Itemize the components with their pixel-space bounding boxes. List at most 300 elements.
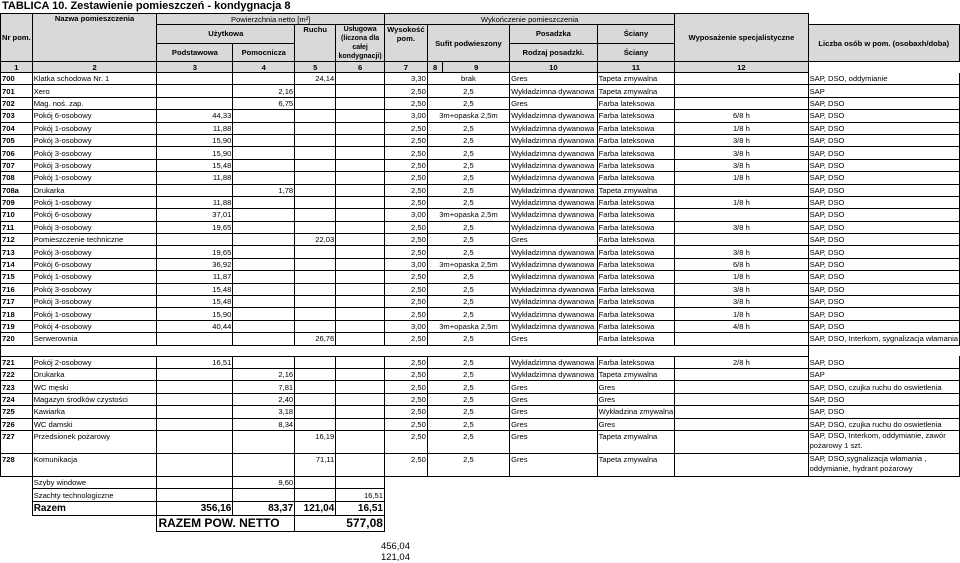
- occupancy: [675, 209, 808, 221]
- table-row: [1, 283, 960, 295]
- room-height: 3,00: [384, 110, 427, 122]
- ceiling: 3m+opaska 2,5m: [427, 258, 509, 270]
- area-basic: [157, 184, 233, 196]
- floor-finish: Wykładzimna dywanowa: [510, 184, 598, 196]
- room-number: 719: [1, 320, 33, 332]
- equipment: SAP, DSO: [808, 271, 959, 283]
- occupancy: [675, 430, 808, 453]
- room-number: 702: [1, 97, 33, 109]
- floor-finish: Wykładzimna dywanowa: [510, 110, 598, 122]
- room-height: 2,50: [384, 356, 427, 368]
- area-basic: 36,92: [157, 258, 233, 270]
- room-height: 2,50: [384, 430, 427, 453]
- room-name: Przedsionek pożarowy: [32, 430, 157, 453]
- room-number: 722: [1, 368, 33, 380]
- area-traffic: [295, 209, 336, 221]
- header-uslugowa: Usługowa (liczona dla całej kondygnacji): [336, 25, 385, 62]
- blank-cell: [1, 476, 33, 488]
- table-row: [1, 172, 960, 184]
- room-height: 2,50: [384, 333, 427, 345]
- area-traffic: [295, 159, 336, 171]
- area-auxiliary: 2,16: [233, 368, 295, 380]
- area-auxiliary: 8,34: [233, 418, 295, 430]
- occupancy: 6/8 h: [675, 110, 808, 122]
- sum-label: Razem: [32, 501, 157, 515]
- table-row: [1, 368, 960, 380]
- table-row: [1, 134, 960, 146]
- occupancy: 2/8 h: [675, 356, 808, 368]
- ceiling: 2,5: [427, 296, 509, 308]
- area-basic: 15,90: [157, 147, 233, 159]
- equipment: SAP, DSO, Interkom, sygnalizacja włamania: [809, 334, 958, 344]
- area-basic: 11,87: [157, 271, 233, 283]
- area-traffic: 24,14: [295, 73, 336, 85]
- wall-finish: Farba lateksowa: [597, 246, 675, 258]
- area-basic: [157, 381, 233, 393]
- floor-finish: Gres: [510, 234, 598, 246]
- table-row: [1, 97, 960, 109]
- area-traffic: [295, 381, 336, 393]
- header-nr: Nr pom.: [1, 14, 33, 62]
- header-liczba-osob: Liczba osób w pom. (osobaxh/doba): [808, 25, 959, 62]
- ceiling: 2,5: [427, 172, 509, 184]
- area-auxiliary: [233, 221, 295, 233]
- occupancy: 3/8 h: [675, 283, 808, 295]
- ceiling: 2,5: [427, 381, 509, 393]
- wall-finish: Farba lateksowa: [597, 209, 675, 221]
- equipment: SAP, DSO, czujka ruchu do oswietlenia: [808, 381, 959, 393]
- floor-finish: Wykładzimna dywanowa: [510, 271, 598, 283]
- room-name: Pokój 3-osobowy: [32, 221, 157, 233]
- room-name: Pokój 2-osobowy: [32, 356, 157, 368]
- room-height: 2,50: [384, 85, 427, 97]
- wall-finish: Tapeta zmywalna: [597, 430, 675, 453]
- area-service: [336, 159, 385, 171]
- area-traffic: [295, 85, 336, 97]
- table-row: [1, 234, 960, 246]
- blank-cell: [157, 489, 233, 501]
- equipment: SAP, DSO, Interkom, oddymianie, zawór pożarowy 1 szt.: [808, 430, 959, 453]
- area-auxiliary: [233, 296, 295, 308]
- equipment: SAP, DSO: [808, 134, 959, 146]
- blank-cell: [32, 515, 157, 531]
- table-row: [1, 73, 960, 85]
- floor-finish: Wykładzimna dywanowa: [510, 308, 598, 320]
- room-height: 3,00: [384, 320, 427, 332]
- area-auxiliary: [233, 134, 295, 146]
- ceiling: 2,5: [427, 368, 509, 380]
- ceiling: 2,5: [427, 356, 509, 368]
- room-number: 714: [1, 258, 33, 270]
- occupancy: [675, 393, 808, 405]
- area-traffic: [295, 418, 336, 430]
- room-name: Pokój 6-osobowy: [32, 110, 157, 122]
- room-name: Pokój 3-osobowy: [32, 283, 157, 295]
- room-height: 2,50: [384, 122, 427, 134]
- wall-finish: Farba lateksowa: [597, 134, 675, 146]
- header-wyposazenie: Wyposażenie specjalistyczne: [675, 14, 808, 62]
- room-number: 723: [1, 381, 33, 393]
- wall-finish: Farba lateksowa: [597, 283, 675, 295]
- room-name: Pokój 4-osobowy: [32, 320, 157, 332]
- blank-cell: [157, 476, 233, 488]
- room-name: Pokój 1-osobowy: [32, 308, 157, 320]
- room-name: Pokój 1-osobowy: [32, 196, 157, 208]
- ceiling: 2,5: [427, 184, 509, 196]
- net-total-row: [1, 515, 960, 531]
- page-title: TABLICA 10. Zestawienie pomieszczeń - kondygnacja 8: [2, 0, 291, 12]
- wall-finish: Farba lateksowa: [597, 97, 675, 109]
- occupancy: 3/8 h: [675, 296, 808, 308]
- blank-cell: [1, 489, 33, 501]
- room-name: WC damski: [32, 418, 157, 430]
- room-name: Pokój 1-osobowy: [32, 122, 157, 134]
- header-sciany: Ściany: [597, 25, 675, 44]
- room-name: Pokój 3-osobowy: [32, 296, 157, 308]
- area-basic: [157, 234, 233, 246]
- room-name: WC męski: [32, 381, 157, 393]
- area-auxiliary: [233, 308, 295, 320]
- equipment: SAP: [808, 85, 959, 97]
- floor-finish: Wykładzimna dywanowa: [510, 296, 598, 308]
- wall-finish: Farba lateksowa: [597, 122, 675, 134]
- area-auxiliary: [233, 159, 295, 171]
- room-number: 727: [1, 430, 33, 453]
- table-row: [1, 296, 960, 308]
- floor-finish: Wykładzimna dywanowa: [510, 172, 598, 184]
- wall-finish: Gres: [597, 381, 675, 393]
- area-service: [336, 134, 385, 146]
- room-number: 721: [1, 356, 33, 368]
- header-podstawowa: Podstawowa: [157, 43, 233, 62]
- wall-finish: Farba lateksowa: [597, 320, 675, 332]
- area-service: [336, 308, 385, 320]
- room-name: Drukarka: [32, 368, 157, 380]
- equipment: SAP, DSO: [808, 196, 959, 208]
- table-row: [1, 406, 960, 418]
- sum-traffic: 121,04: [295, 501, 336, 515]
- wall-finish: Farba lateksowa: [597, 296, 675, 308]
- floor-finish: Wykładzimna dywanowa: [510, 122, 598, 134]
- area-basic: 11,88: [157, 172, 233, 184]
- room-number: 704: [1, 122, 33, 134]
- area-traffic: [295, 356, 336, 368]
- ceiling: 2,5: [427, 134, 509, 146]
- ceiling: 2,5: [427, 271, 509, 283]
- net-total-label: RAZEM POW. NETTO: [157, 515, 295, 531]
- wall-finish: Farba lateksowa: [597, 172, 675, 184]
- area-basic: 37,01: [157, 209, 233, 221]
- area-auxiliary: [233, 283, 295, 295]
- room-name: Klatka schodowa Nr. 1: [32, 73, 157, 85]
- occupancy: 4/8 h: [675, 320, 808, 332]
- area-service: [336, 258, 385, 270]
- area-auxiliary: [233, 122, 295, 134]
- room-number: 716: [1, 283, 33, 295]
- area-traffic: [295, 271, 336, 283]
- equipment: SAP, DSO: [808, 147, 959, 159]
- room-height: 3,00: [384, 209, 427, 221]
- table-row: [1, 430, 960, 453]
- column-number: 12: [675, 62, 808, 73]
- area-basic: 44,33: [157, 110, 233, 122]
- ceiling: 2,5: [427, 122, 509, 134]
- room-number: 725: [1, 406, 33, 418]
- table-body: [1, 73, 960, 532]
- wall-finish: Farba lateksowa: [597, 356, 675, 368]
- area-basic: [157, 97, 233, 109]
- equipment: SAP, DSO: [808, 258, 959, 270]
- floor-finish: Gres: [510, 430, 598, 453]
- room-height: 2,50: [384, 172, 427, 184]
- table-row: [1, 122, 960, 134]
- room-name: Pomieszczenie techniczne: [32, 234, 157, 246]
- equipment: SAP, DSO: [808, 172, 959, 184]
- area-service: [336, 453, 385, 476]
- area-basic: [157, 368, 233, 380]
- ceiling: 2,5: [427, 246, 509, 258]
- area-service: [336, 393, 385, 405]
- area-traffic: [295, 368, 336, 380]
- ceiling: 3m+opaska 2,5m: [427, 209, 509, 221]
- room-number: 710: [1, 209, 33, 221]
- room-number: 706: [1, 147, 33, 159]
- room-height: 3,30: [384, 73, 427, 85]
- area-service: [336, 271, 385, 283]
- room-number: 711: [1, 221, 33, 233]
- room-number: 708a: [1, 184, 33, 196]
- area-service: [336, 356, 385, 368]
- sum-service: 16,51: [336, 501, 385, 515]
- room-height: 2,50: [384, 221, 427, 233]
- room-height: 2,50: [384, 246, 427, 258]
- area-traffic: [295, 296, 336, 308]
- room-height: 2,50: [384, 283, 427, 295]
- room-height: 2,50: [384, 271, 427, 283]
- floor-finish: Wykładzimna dywanowa: [510, 258, 598, 270]
- room-number: 712: [1, 234, 33, 246]
- room-name: Pokój 6-osobowy: [32, 258, 157, 270]
- table-row: [1, 333, 960, 345]
- wall-finish: Farba lateksowa: [597, 234, 675, 246]
- room-number: 720: [1, 333, 33, 345]
- area-service: [336, 246, 385, 258]
- room-name: Pokój 1-osobowy: [32, 271, 157, 283]
- table-row: [1, 85, 960, 97]
- area-traffic: [295, 110, 336, 122]
- area-service: [336, 196, 385, 208]
- room-name: Xero: [32, 85, 157, 97]
- area-service: [336, 97, 385, 109]
- spacer-row: [1, 345, 960, 356]
- area-service: [336, 85, 385, 97]
- occupancy: [675, 73, 808, 85]
- room-number: 708: [1, 172, 33, 184]
- occupancy: 1/8 h: [675, 271, 808, 283]
- room-name: Mag. noś. zap.: [32, 97, 157, 109]
- room-height: 2,50: [384, 147, 427, 159]
- occupancy: [675, 406, 808, 418]
- equipment: SAP, DSO: [808, 296, 959, 308]
- area-traffic: [295, 283, 336, 295]
- area-basic: 19,65: [157, 221, 233, 233]
- sum-row: [1, 501, 960, 515]
- area-basic: 11,88: [157, 122, 233, 134]
- header-uzytkowa: Użytkowa: [157, 25, 295, 44]
- table-header: [1, 14, 960, 73]
- room-height: 2,50: [384, 159, 427, 171]
- table-row: [1, 184, 960, 196]
- area-basic: 40,44: [157, 320, 233, 332]
- floor-finish: Wykładzimna dywanowa: [510, 159, 598, 171]
- header-sciany-2: Ściany: [597, 43, 675, 62]
- extra-service: 16,51: [336, 489, 385, 501]
- area-basic: [157, 406, 233, 418]
- wall-finish: Tapeta zmywalna: [597, 184, 675, 196]
- room-height: 2,50: [384, 418, 427, 430]
- area-basic: [157, 393, 233, 405]
- wall-finish: Tapeta zmywalna: [597, 453, 675, 476]
- ceiling: 2,5: [427, 393, 509, 405]
- area-auxiliary: [233, 196, 295, 208]
- room-name: Pokój 1-osobowy: [32, 172, 157, 184]
- room-number: 701: [1, 85, 33, 97]
- ceiling: 2,5: [427, 234, 509, 246]
- ceiling: 2,5: [427, 333, 509, 345]
- room-height: 2,50: [384, 453, 427, 476]
- total-1: 456,04: [380, 541, 410, 552]
- area-basic: [157, 85, 233, 97]
- wall-finish: Farba lateksowa: [597, 333, 675, 345]
- area-auxiliary: [233, 172, 295, 184]
- header-nazwa: Nazwa pomieszczenia: [32, 14, 157, 62]
- occupancy: 6/8 h: [675, 258, 808, 270]
- room-name: Pokój 3-osobowy: [32, 159, 157, 171]
- extra-name: Szachty technologiczne: [32, 489, 157, 501]
- area-service: [336, 430, 385, 453]
- column-number: 10: [510, 62, 598, 73]
- header-ruchu: Ruchu: [295, 25, 336, 62]
- area-traffic: [295, 258, 336, 270]
- equipment: SAP: [808, 368, 959, 380]
- area-basic: 11,88: [157, 196, 233, 208]
- area-auxiliary: [233, 209, 295, 221]
- equipment: SAP, DSO: [808, 393, 959, 405]
- area-service: [336, 73, 385, 85]
- sum-auxiliary: 83,37: [233, 501, 295, 515]
- room-height: 2,50: [384, 296, 427, 308]
- table-row: [1, 209, 960, 221]
- area-basic: [157, 73, 233, 85]
- table-row: [1, 271, 960, 283]
- area-auxiliary: [233, 333, 295, 345]
- room-number: 703: [1, 110, 33, 122]
- blank-cell: [1, 501, 33, 515]
- area-traffic: [295, 196, 336, 208]
- header-powierzchnia: Powierzchnia netto [m²]: [157, 14, 385, 25]
- area-traffic: [295, 184, 336, 196]
- wall-finish: Wykładzina zmywalna: [598, 407, 674, 417]
- header-wykonczenie: Wykończenie pomieszczenia: [384, 14, 674, 25]
- area-auxiliary: 3,18: [233, 406, 295, 418]
- equipment: SAP, DSO, czujka ruchu do oswietlenia: [808, 418, 959, 430]
- occupancy: [675, 97, 808, 109]
- area-traffic: [295, 246, 336, 258]
- area-auxiliary: [233, 320, 295, 332]
- floor-finish: Wykładzimna dywanowa: [510, 209, 598, 221]
- extra-auxiliary: 9,60: [233, 476, 295, 488]
- ceiling: 2,5: [427, 159, 509, 171]
- area-traffic: 71,11: [295, 453, 336, 476]
- equipment: SAP, DSO,sygnalizacja włamania , oddymianie, hydrant pożarowy: [808, 453, 959, 476]
- wall-finish: Farba lateksowa: [597, 221, 675, 233]
- area-auxiliary: [233, 258, 295, 270]
- extra-name: Szyby windowe: [32, 476, 157, 488]
- occupancy: 1/8 h: [675, 172, 808, 184]
- equipment: SAP, DSO: [808, 184, 959, 196]
- area-traffic: [295, 122, 336, 134]
- occupancy: 3/8 h: [675, 221, 808, 233]
- area-traffic: [295, 406, 336, 418]
- room-height: 2,50: [384, 134, 427, 146]
- equipment: SAP, DSO: [808, 97, 959, 109]
- occupancy: 1/8 h: [675, 196, 808, 208]
- floor-finish: Gres: [510, 333, 598, 345]
- area-service: [336, 418, 385, 430]
- area-basic: [157, 430, 233, 453]
- area-auxiliary: [233, 271, 295, 283]
- equipment: SAP, DSO: [808, 320, 959, 332]
- ceiling: 2,5: [427, 196, 509, 208]
- header-wysokosc: Wysokość pom.: [384, 25, 427, 62]
- room-name: Serwerownia: [32, 333, 157, 345]
- ceiling: 2,5: [427, 283, 509, 295]
- net-total-value: 577,08: [295, 515, 385, 531]
- floor-finish: Wykładzimna dywanowa: [510, 147, 598, 159]
- occupancy: 3/8 h: [675, 159, 808, 171]
- wall-finish: Farba lateksowa: [597, 258, 675, 270]
- room-number: 705: [1, 134, 33, 146]
- area-traffic: [295, 308, 336, 320]
- area-basic: 15,48: [157, 296, 233, 308]
- floor-finish: Gres: [510, 393, 598, 405]
- table-row: [1, 418, 960, 430]
- room-height: 2,50: [384, 406, 427, 418]
- area-traffic: 26,76: [295, 333, 336, 345]
- equipment: SAP, DSO: [808, 356, 959, 368]
- occupancy: [675, 418, 808, 430]
- equipment: SAP, DSO: [808, 221, 959, 233]
- wall-finish: Farba lateksowa: [597, 271, 675, 283]
- ceiling: 2,5: [427, 430, 509, 453]
- room-number: 713: [1, 246, 33, 258]
- room-height: 2,50: [384, 234, 427, 246]
- room-height: 2,50: [384, 196, 427, 208]
- room-number: 718: [1, 308, 33, 320]
- floor-finish: Gres: [510, 381, 598, 393]
- column-number: 3: [157, 62, 233, 73]
- column-number: 6: [336, 62, 385, 73]
- occupancy: 3/8 h: [675, 134, 808, 146]
- ceiling: brak: [427, 73, 509, 85]
- floor-finish: Wykładzimna dywanowa: [510, 320, 598, 332]
- room-name: Pokój 3-osobowy: [32, 147, 157, 159]
- extra-service: [336, 476, 385, 488]
- table-row: [1, 196, 960, 208]
- equipment: SAP, DSO: [808, 406, 959, 418]
- room-height: 2,50: [384, 368, 427, 380]
- occupancy: 1/8 h: [675, 122, 808, 134]
